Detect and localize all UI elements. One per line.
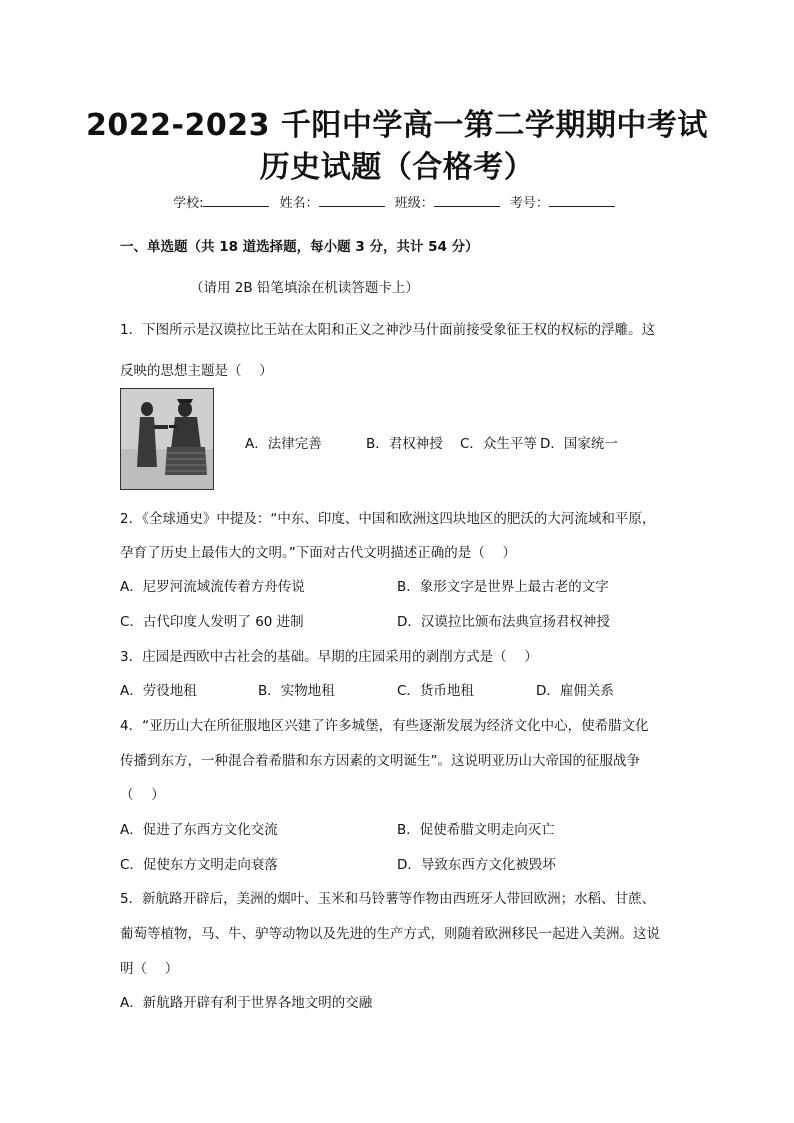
exam-title-line1: 2022-2023 千阳中学高一第二学期期中考试 [86, 108, 708, 143]
q2-option-d: D．汉谟拉比颁布法典宣扬君权神授 [397, 614, 610, 630]
section-heading: 一、单选题（共 18 道选择题，每小题 3 分，共计 54 分） [120, 239, 479, 255]
q2-stem-line2: 孕育了历史上最伟大的文明。”下面对古代文明描述正确的是（ ） [120, 545, 517, 561]
q5-stem-line2: 葡萄等植物，马、牛、驴等动物以及先进的生产方式，则随着欧洲移民一起进入美洲。这说 [120, 926, 660, 942]
exam-title-line2: 历史试题（合格考） [259, 150, 535, 185]
q3-option-c: C．货币地租 [397, 683, 474, 699]
exam-number-label: 考号： [509, 196, 549, 211]
class-label: 班级： [394, 196, 434, 211]
q3-option-d: D．雇佣关系 [536, 683, 614, 699]
name-label: 姓名： [279, 196, 319, 211]
q1-option-d: D．国家统一 [540, 436, 618, 452]
student-info-row [0, 192, 794, 211]
q4-option-c: C．促使东方文明走向衰落 [120, 857, 278, 873]
q3-stem: 3．庄园是西欧中古社会的基础。早期的庄园采用的剥削方式是（ ） [120, 649, 538, 665]
q2-option-b: B．象形文字是世界上最古老的文字 [397, 579, 609, 595]
q5-stem-line1: 5．新航路开辟后，美洲的烟叶、玉米和马铃薯等作物由西班牙人带回欧洲；水稻、甘蔗、 [120, 891, 656, 907]
q2-option-c: C．古代印度人发明了 60 进制 [120, 614, 304, 630]
q1-option-c: C．众生平等 [460, 436, 537, 452]
name-blank[interactable] [319, 194, 385, 207]
q3-option-b: B．实物地租 [258, 683, 335, 699]
q1-option-a: A．法律完善 [245, 436, 322, 452]
q1-stem-line2: 反映的思想主题是（ ） [120, 363, 273, 379]
q4-stem-line3: （ ） [120, 787, 165, 803]
school-blank[interactable] [203, 194, 269, 207]
q4-option-a: A．促进了东西方文化交流 [120, 822, 278, 838]
hammurabi-relief-image [120, 388, 214, 490]
q4-option-b: B．促使希腊文明走向灭亡 [397, 822, 555, 838]
q4-option-d: D．导致东西方文化被毁坏 [397, 857, 556, 873]
q5-stem-line3: 明（ ） [120, 961, 179, 977]
q2-option-a: A．尼罗河流域流传着方舟传说 [120, 579, 305, 595]
q1-option-b: B．君权神授 [366, 436, 443, 452]
q2-stem-line1: 2．《全球通史》中提及：“中东、印度、中国和欧洲这四块地区的肥沃的大河流域和平原， [120, 511, 656, 527]
exam-number-blank[interactable] [549, 194, 615, 207]
school-label: 学校: [173, 196, 204, 211]
q3-option-a: A．劳役地租 [120, 683, 197, 699]
q5-option-a: A．新航路开辟有利于世界各地文明的交融 [120, 995, 373, 1011]
q4-stem-line1: 4．“亚历山大在所征服地区兴建了许多城堡，有些逐渐发展为经济文化中心，使希腊文化 [120, 718, 649, 734]
q4-stem-line2: 传播到东方，一种混合着希腊和东方因素的文明诞生”。这说明亚历山大帝国的征服战争 [120, 753, 640, 769]
section-note: （请用 2B 铅笔填涂在机读答题卡上） [190, 280, 419, 296]
class-blank[interactable] [434, 194, 500, 207]
q1-stem-line1: 1．下图所示是汉谟拉比王站在太阳和正义之神沙马什面前接受象征王权的权标的浮雕。这 [120, 322, 656, 338]
